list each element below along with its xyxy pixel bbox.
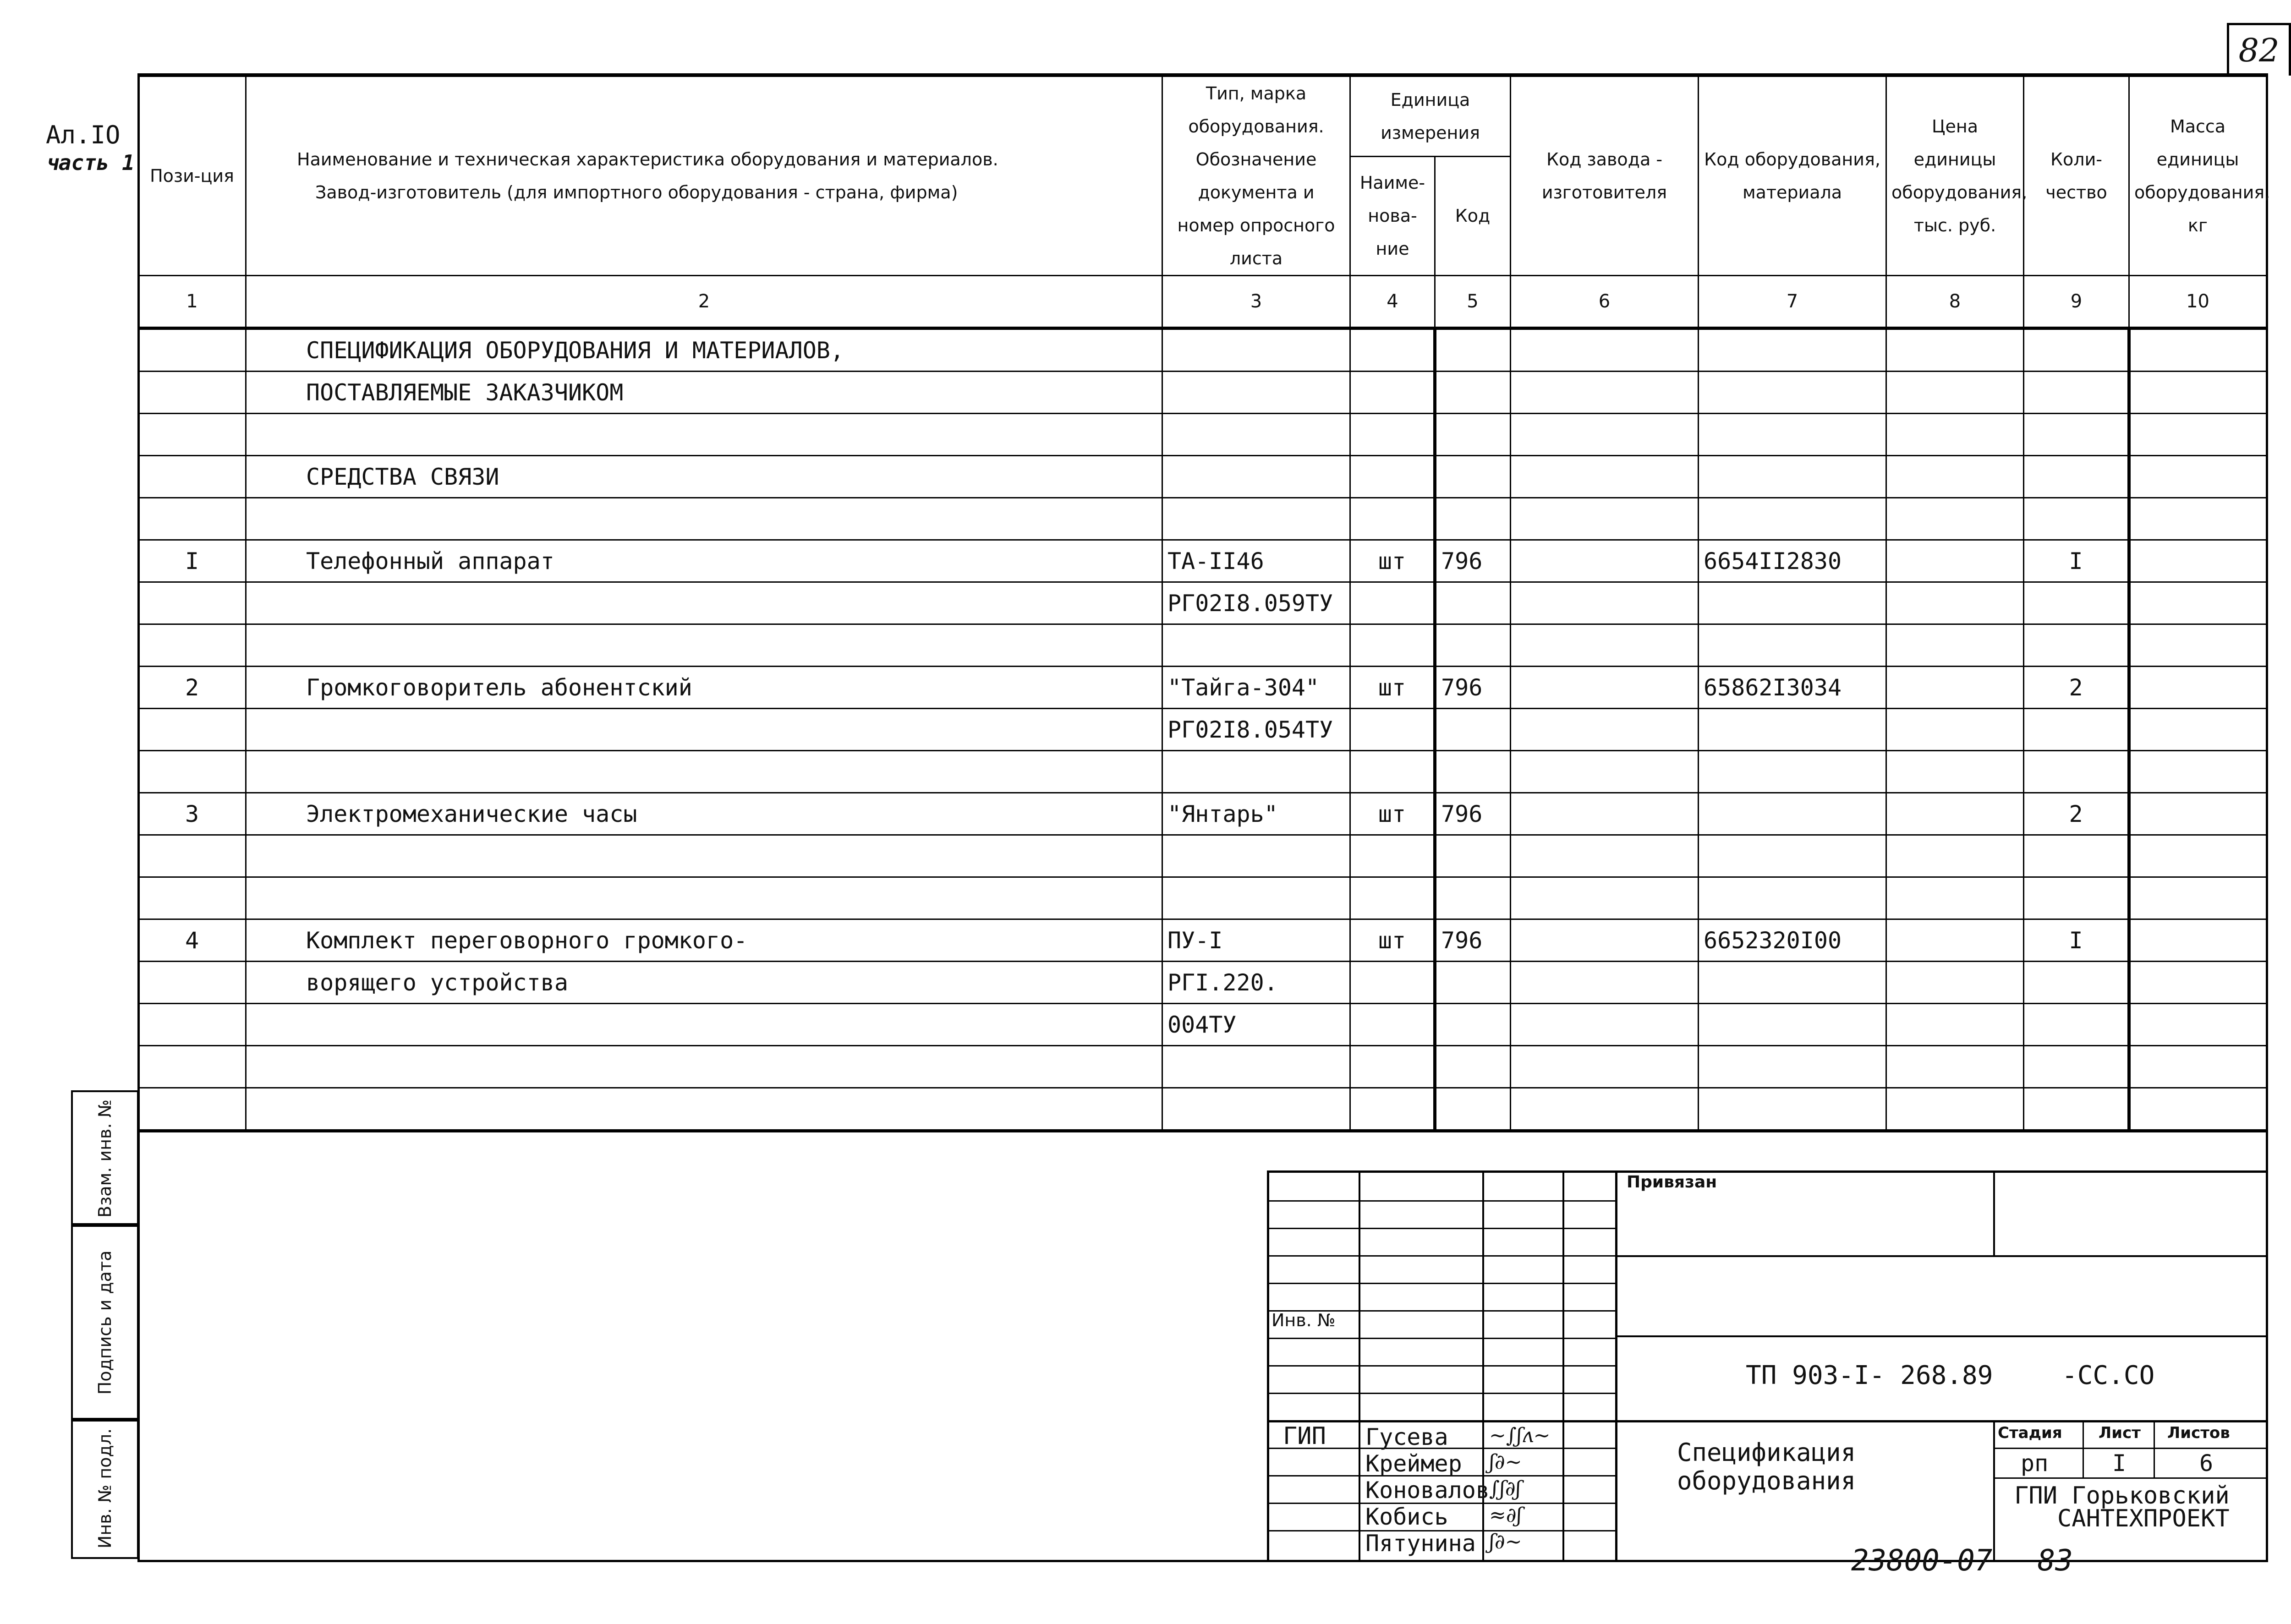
row-mass — [2129, 540, 2267, 582]
row-price — [1886, 498, 2024, 540]
row-quantity — [2024, 1088, 2129, 1131]
signature-graphic: ~∫ʃʌ~ — [1489, 1424, 1551, 1447]
row-name — [246, 582, 1162, 624]
column-number: 4 — [1350, 276, 1435, 328]
document-title-line2: оборудования — [1677, 1466, 1856, 1495]
document-title-line1: Спецификация — [1677, 1438, 1856, 1467]
table-row — [138, 877, 2267, 919]
row-type — [1162, 414, 1350, 456]
row-equipment-code — [1699, 1046, 1886, 1088]
row-unit-code — [1435, 456, 1511, 498]
table-row — [138, 667, 2267, 709]
row-unit-code — [1435, 709, 1511, 751]
signatory-name: Кобись — [1365, 1504, 1448, 1530]
row-factory-code — [1511, 582, 1699, 624]
sheet-header: Лист — [2099, 1424, 2141, 1442]
specification-body — [138, 328, 2267, 1131]
row-unit — [1350, 414, 1435, 456]
gip-label: ГИП — [1283, 1422, 1326, 1450]
organization-line2: САНТЕХПРОЕКТ — [2057, 1505, 2230, 1532]
header-factory-code: Код завода - изготовителя — [1511, 77, 1699, 276]
row-equipment-code — [1699, 877, 1886, 919]
row-unit — [1350, 709, 1435, 751]
signatory-name: Пятунина — [1365, 1530, 1476, 1557]
row-factory-code — [1511, 793, 1699, 835]
row-mass — [2129, 793, 2267, 835]
row-unit-code: 796 — [1435, 793, 1511, 835]
row-quantity: 2 — [2024, 667, 2129, 709]
row-position — [138, 751, 246, 793]
row-price — [1886, 328, 2024, 372]
column-number: 8 — [1886, 276, 2024, 328]
row-position — [138, 456, 246, 498]
row-factory-code — [1511, 372, 1699, 414]
organization-line1: ГПИ Горьковский — [2014, 1482, 2230, 1509]
row-equipment-code — [1699, 709, 1886, 751]
row-factory-code — [1511, 877, 1699, 919]
row-price — [1886, 709, 2024, 751]
row-unit-code — [1435, 624, 1511, 667]
row-mass — [2129, 1046, 2267, 1088]
album-part: часть 1 — [46, 150, 135, 175]
table-row — [138, 372, 2267, 414]
header-name-line1: Наименование и техническая характеристика оборудования и материалов. — [297, 149, 998, 170]
row-unit-code — [1435, 1046, 1511, 1088]
row-position — [138, 498, 246, 540]
row-factory-code — [1511, 1046, 1699, 1088]
row-equipment-code — [1699, 1004, 1886, 1046]
row-equipment-code — [1699, 372, 1886, 414]
row-quantity — [2024, 962, 2129, 1004]
row-quantity — [2024, 624, 2129, 667]
side-label-inv: Инв. № подл. — [95, 1428, 115, 1549]
column-number: 9 — [2024, 276, 2129, 328]
row-position — [138, 835, 246, 877]
row-factory-code — [1511, 1088, 1699, 1131]
row-name: СРЕДСТВА СВЯЗИ — [246, 456, 1162, 498]
row-quantity: I — [2024, 540, 2129, 582]
row-position — [138, 1088, 246, 1131]
row-quantity — [2024, 709, 2129, 751]
row-position — [138, 1004, 246, 1046]
row-factory-code — [1511, 624, 1699, 667]
archive-number: 23800-07 — [1851, 1544, 1993, 1578]
column-number: 7 — [1699, 276, 1886, 328]
row-name — [246, 414, 1162, 456]
table-row — [138, 582, 2267, 624]
header-unit-group: Единица измерения — [1350, 77, 1511, 157]
row-type — [1162, 835, 1350, 877]
table-row — [138, 1004, 2267, 1046]
row-unit-code — [1435, 962, 1511, 1004]
row-equipment-code: 65862I3034 — [1699, 667, 1886, 709]
side-label-vzam: Взам. инв. № — [95, 1099, 115, 1218]
row-unit — [1350, 328, 1435, 372]
row-factory-code — [1511, 667, 1699, 709]
row-unit — [1350, 1004, 1435, 1046]
row-unit — [1350, 624, 1435, 667]
signature-graphic: ʃ∂~ — [1489, 1530, 1522, 1553]
row-unit — [1350, 751, 1435, 793]
privyazan-label: Привязан — [1627, 1173, 1717, 1192]
row-quantity: I — [2024, 919, 2129, 962]
row-position: I — [138, 540, 246, 582]
row-name — [246, 624, 1162, 667]
row-mass — [2129, 962, 2267, 1004]
row-name: Телефонный аппарат — [246, 540, 1162, 582]
row-factory-code — [1511, 540, 1699, 582]
column-numbers-row — [138, 276, 2267, 328]
row-quantity — [2024, 328, 2129, 372]
stage-value: рп — [2021, 1450, 2049, 1476]
row-factory-code — [1511, 709, 1699, 751]
side-stamp-vzam — [71, 1090, 139, 1227]
row-mass — [2129, 709, 2267, 751]
row-mass — [2129, 667, 2267, 709]
row-mass — [2129, 498, 2267, 540]
row-equipment-code — [1699, 751, 1886, 793]
row-type — [1162, 498, 1350, 540]
row-unit-code: 796 — [1435, 540, 1511, 582]
row-unit-code — [1435, 1004, 1511, 1046]
header-unit-name: Наиме-нова-ние — [1350, 156, 1435, 275]
row-mass — [2129, 456, 2267, 498]
table-row — [138, 919, 2267, 962]
sheets-header: Листов — [2167, 1424, 2230, 1442]
row-position: 4 — [138, 919, 246, 962]
row-quantity: 2 — [2024, 793, 2129, 835]
row-price — [1886, 751, 2024, 793]
row-price — [1886, 540, 2024, 582]
table-row — [138, 835, 2267, 877]
header-equipment-code: Код оборудования, материала — [1699, 77, 1886, 276]
row-mass — [2129, 414, 2267, 456]
table-row — [138, 1088, 2267, 1131]
row-position — [138, 582, 246, 624]
row-equipment-code — [1699, 328, 1886, 372]
album-label — [46, 121, 135, 176]
row-equipment-code — [1699, 498, 1886, 540]
header-quantity: Коли-чество — [2024, 77, 2129, 276]
row-position: 2 — [138, 667, 246, 709]
row-mass — [2129, 877, 2267, 919]
row-unit — [1350, 835, 1435, 877]
row-price — [1886, 582, 2024, 624]
row-price — [1886, 877, 2024, 919]
row-position — [138, 962, 246, 1004]
table-row — [138, 328, 2267, 372]
row-unit — [1350, 1088, 1435, 1131]
row-mass — [2129, 328, 2267, 372]
side-stamp-inv — [71, 1418, 139, 1559]
header-type: Тип, марка оборудования. Обозначение документа и номер опросного листа — [1162, 77, 1350, 276]
table-row — [138, 1046, 2267, 1088]
table-row — [138, 414, 2267, 456]
row-quantity — [2024, 456, 2129, 498]
row-factory-code — [1511, 328, 1699, 372]
archive-footer — [1851, 1544, 2073, 1578]
row-equipment-code — [1699, 414, 1886, 456]
row-position — [138, 877, 246, 919]
row-unit-code: 796 — [1435, 919, 1511, 962]
row-unit-code — [1435, 1088, 1511, 1131]
row-name: СПЕЦИФИКАЦИЯ ОБОРУДОВАНИЯ И МАТЕРИАЛОВ, — [246, 328, 1162, 372]
row-quantity — [2024, 498, 2129, 540]
row-equipment-code: 6652320I00 — [1699, 919, 1886, 962]
sheets-value: 6 — [2199, 1450, 2214, 1476]
row-unit-code — [1435, 835, 1511, 877]
header-unit-code: Код — [1435, 156, 1511, 275]
row-equipment-code — [1699, 582, 1886, 624]
row-position — [138, 328, 246, 372]
row-price — [1886, 667, 2024, 709]
row-type: "Тайга-304" — [1162, 667, 1350, 709]
row-type — [1162, 1088, 1350, 1131]
row-type — [1162, 372, 1350, 414]
row-type — [1162, 328, 1350, 372]
row-factory-code — [1511, 1004, 1699, 1046]
row-unit: шт — [1350, 667, 1435, 709]
row-unit: шт — [1350, 793, 1435, 835]
signatures — [1489, 1422, 1550, 1555]
inv-no-label: Инв. № — [1272, 1310, 1336, 1330]
row-price — [1886, 793, 2024, 835]
signature-graphic: ≈∂ʃ — [1489, 1504, 1522, 1527]
row-unit-code — [1435, 414, 1511, 456]
row-name: Комплект переговорного громкого- — [246, 919, 1162, 962]
row-unit — [1350, 1046, 1435, 1088]
row-price — [1886, 1088, 2024, 1131]
row-quantity — [2024, 582, 2129, 624]
album-number: Ал.IO — [46, 120, 121, 149]
sheet-value: I — [2112, 1450, 2127, 1476]
row-equipment-code — [1699, 793, 1886, 835]
row-price — [1886, 1004, 2024, 1046]
side-stamp-podpis — [71, 1223, 139, 1422]
signatory-name: Коновалов — [1365, 1477, 1490, 1504]
row-factory-code — [1511, 498, 1699, 540]
row-name — [246, 1046, 1162, 1088]
row-position — [138, 624, 246, 667]
row-type — [1162, 624, 1350, 667]
row-mass — [2129, 1004, 2267, 1046]
row-name — [246, 751, 1162, 793]
row-name: ПОСТАВЛЯЕМЫЕ ЗАКАЗЧИКОМ — [246, 372, 1162, 414]
header-price: Цена единицы оборудования, тыс. руб. — [1886, 77, 2024, 276]
row-price — [1886, 1046, 2024, 1088]
organization — [2011, 1484, 2230, 1530]
row-name: Громкоговоритель абонентский — [246, 667, 1162, 709]
row-type: РГ02I8.059ТУ — [1162, 582, 1350, 624]
page-number: 83 — [2037, 1544, 2073, 1578]
row-quantity — [2024, 414, 2129, 456]
row-mass — [2129, 751, 2267, 793]
row-equipment-code — [1699, 835, 1886, 877]
table-row — [138, 624, 2267, 667]
side-label-podpis: Подпись и дата — [95, 1250, 115, 1394]
row-type: ТА-II46 — [1162, 540, 1350, 582]
row-mass — [2129, 624, 2267, 667]
row-price — [1886, 456, 2024, 498]
signature-graphic: ʃ∂~ — [1489, 1450, 1522, 1474]
row-unit — [1350, 962, 1435, 1004]
header-name-line2: Завод-изготовитель (для импортного оборудования - страна, фирма) — [315, 182, 958, 202]
row-type: 004ТУ — [1162, 1004, 1350, 1046]
table-row — [138, 751, 2267, 793]
row-type — [1162, 1046, 1350, 1088]
row-position — [138, 414, 246, 456]
row-unit-code — [1435, 372, 1511, 414]
row-equipment-code — [1699, 962, 1886, 1004]
row-name: Электромеханические часы — [246, 793, 1162, 835]
table-row — [138, 540, 2267, 582]
row-type: РГ02I8.054ТУ — [1162, 709, 1350, 751]
row-type: "Янтарь" — [1162, 793, 1350, 835]
row-type — [1162, 456, 1350, 498]
header-row — [138, 77, 2267, 157]
row-unit — [1350, 498, 1435, 540]
title-block — [1267, 1170, 2268, 1562]
document-suffix: -СС.СО — [2062, 1361, 2155, 1390]
column-number: 2 — [246, 276, 1162, 328]
row-equipment-code — [1699, 1088, 1886, 1131]
row-factory-code — [1511, 962, 1699, 1004]
row-quantity — [2024, 1004, 2129, 1046]
row-mass — [2129, 919, 2267, 962]
row-type: РГI.220. — [1162, 962, 1350, 1004]
row-type: ПУ-I — [1162, 919, 1350, 962]
table-row — [138, 962, 2267, 1004]
column-number: 5 — [1435, 276, 1511, 328]
row-position — [138, 372, 246, 414]
row-price — [1886, 414, 2024, 456]
row-unit-code — [1435, 328, 1511, 372]
row-quantity — [2024, 877, 2129, 919]
row-unit — [1350, 456, 1435, 498]
row-unit-code — [1435, 751, 1511, 793]
table-row — [138, 456, 2267, 498]
row-name — [246, 498, 1162, 540]
row-unit — [1350, 372, 1435, 414]
row-quantity — [2024, 835, 2129, 877]
row-unit — [1350, 877, 1435, 919]
sheet-number: 82 — [2227, 23, 2291, 76]
row-equipment-code: 6654II2830 — [1699, 540, 1886, 582]
row-quantity — [2024, 372, 2129, 414]
header-position: Пози-ция — [138, 77, 246, 276]
row-mass — [2129, 1088, 2267, 1131]
row-name — [246, 709, 1162, 751]
column-number: 6 — [1511, 276, 1699, 328]
specification-table — [137, 76, 2270, 1132]
row-factory-code — [1511, 414, 1699, 456]
row-mass — [2129, 372, 2267, 414]
row-price — [1886, 919, 2024, 962]
row-price — [1886, 962, 2024, 1004]
signatories — [1365, 1424, 1490, 1557]
row-unit-code — [1435, 877, 1511, 919]
row-price — [1886, 835, 2024, 877]
row-unit-code — [1435, 582, 1511, 624]
signatory-name: Креймер — [1365, 1450, 1462, 1477]
stage-header: Стадия — [1998, 1424, 2062, 1442]
row-type — [1162, 751, 1350, 793]
row-name: ворящего устройства — [246, 962, 1162, 1004]
row-factory-code — [1511, 919, 1699, 962]
row-name — [246, 1004, 1162, 1046]
row-quantity — [2024, 1046, 2129, 1088]
row-unit-code: 796 — [1435, 667, 1511, 709]
row-type — [1162, 877, 1350, 919]
table-row — [138, 793, 2267, 835]
row-factory-code — [1511, 751, 1699, 793]
row-name — [246, 1088, 1162, 1131]
row-position: 3 — [138, 793, 246, 835]
row-unit: шт — [1350, 919, 1435, 962]
row-equipment-code — [1699, 624, 1886, 667]
row-factory-code — [1511, 835, 1699, 877]
table-row — [138, 709, 2267, 751]
row-name — [246, 877, 1162, 919]
row-quantity — [2024, 751, 2129, 793]
column-number: 10 — [2129, 276, 2267, 328]
signatory-name: Гусева — [1365, 1424, 1448, 1450]
row-name — [246, 835, 1162, 877]
row-position — [138, 709, 246, 751]
row-unit: шт — [1350, 540, 1435, 582]
row-equipment-code — [1699, 456, 1886, 498]
row-factory-code — [1511, 456, 1699, 498]
header-mass: Масса единицы оборудования, кг — [2129, 77, 2267, 276]
row-position — [138, 1046, 246, 1088]
signature-graphic: ∫ʃ∂ʃ — [1489, 1477, 1521, 1500]
table-row — [138, 498, 2267, 540]
row-mass — [2129, 835, 2267, 877]
header-name — [246, 77, 1162, 276]
row-price — [1886, 372, 2024, 414]
document-code: ТП 903-I- 268.89 — [1746, 1361, 1993, 1390]
column-number: 1 — [138, 276, 246, 328]
row-price — [1886, 624, 2024, 667]
document-title — [1677, 1438, 1856, 1495]
row-mass — [2129, 582, 2267, 624]
column-number: 3 — [1162, 276, 1350, 328]
row-unit — [1350, 582, 1435, 624]
row-unit-code — [1435, 498, 1511, 540]
